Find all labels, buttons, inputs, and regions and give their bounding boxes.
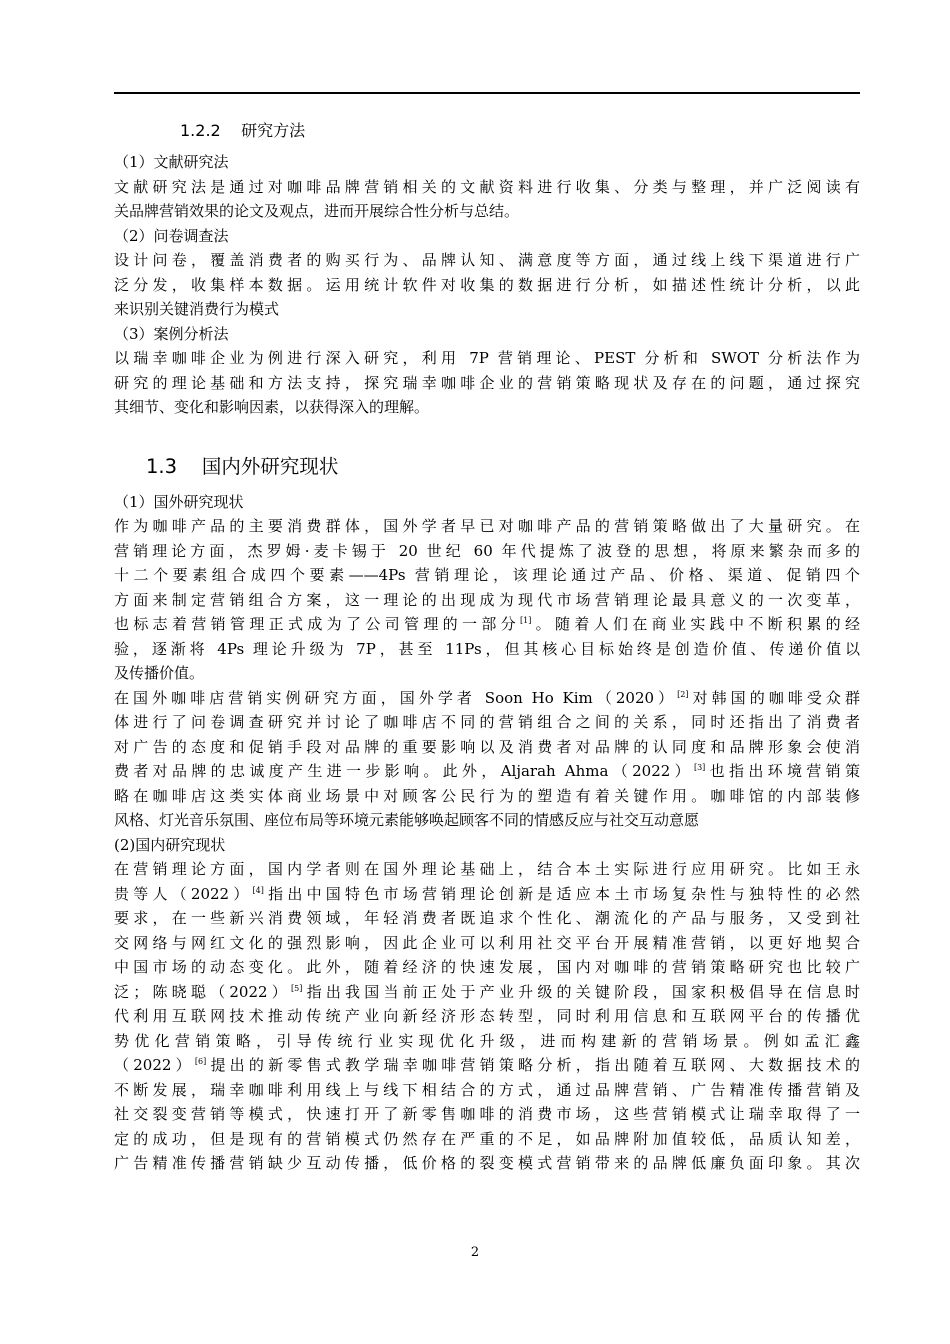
section-heading-1-2-2 — [180, 116, 860, 146]
method-paragraph-questionnaire — [114, 248, 860, 322]
text-line — [114, 1053, 860, 1078]
text-run: 指出中国特色市场营销理论创新是适应本土市场复杂性与独特性的必然 — [263, 884, 860, 903]
text-line: 十二个要素组合成四个要素——4Ps 营销理论，该理论通过产品、价格、渠道、促销四个 — [114, 566, 860, 584]
text-line: 代利用互联网技术推动传统产业向新经济形态转型，同时利用信息和互联网平台的传播优 — [114, 1007, 860, 1025]
text-line: 略在咖啡店这类实体商业场景中对顾客公民行为的塑造有着关键作用。咖啡馆的内部装修 — [114, 786, 860, 805]
foreign-research-heading: （1）国外研究现状 — [114, 492, 244, 511]
text-line — [114, 882, 860, 907]
text-line: 要求，在一些新兴消费领域，年轻消费者既追求个性化、潮流化的产品与服务，又受到社 — [114, 909, 860, 927]
text-run: 。随着人们在商业实践中不断积累的经 — [531, 615, 860, 633]
text-line: 来识别关键消费行为模式 — [114, 300, 280, 318]
method-paragraph-case-study — [114, 346, 860, 420]
text-line: 不断发展，瑞幸咖啡利用线上与线下相结合的方式，通过品牌营销、广告精准传播营销及 — [114, 1080, 860, 1099]
text-line: 关品牌营销效果的论文及观点，进而开展综合性分析与总结。 — [114, 202, 520, 220]
text-line: 文献研究法是通过对咖啡品牌营销相关的文献资料进行收集、分类与整理，并广泛阅读有 — [114, 177, 860, 196]
method-paragraph-literature — [114, 175, 860, 224]
text-line: 广告精准传播营销缺少互动传播，低价格的裂变模式营销带来的品牌低廉负面印象。其次 — [114, 1154, 860, 1172]
text-line: 社交裂变营销等模式，快速打开了新零售咖啡的消费市场，这些营销模式让瑞幸取得了一 — [114, 1105, 860, 1123]
text-run: 也标志着营销管理正式成为了公司管理的一部分 — [114, 615, 520, 633]
citation-4: [4] — [252, 885, 264, 895]
text-line: 验，逐渐将 4Ps 理论升级为 7P，甚至 11Ps，但其核心目标始终是创造价值、传递价值以 — [114, 639, 860, 658]
text-run: 费者对品牌的忠诚度产生进一步影响。此外，Aljarah Ahma（2022） — [114, 762, 694, 780]
text-run: 提出的新零售式教学瑞幸咖啡营销策略分析，指出随着互联网、大数据技术的 — [206, 1056, 860, 1074]
citation-3: [3] — [693, 763, 706, 772]
text-line: 及传播价值。 — [114, 664, 205, 682]
text-line: 营销理论方面，杰罗姆·麦卡锡于 20 世纪 60 年代提炼了波登的思想，将原来繁杂而多的 — [114, 541, 860, 560]
method-heading-literature: （1）文献研究法 — [114, 153, 229, 171]
text-line: 研究的理论基础和方法支持，探究瑞幸咖啡企业的营销策略现状及存在的问题，通过探究 — [114, 373, 860, 392]
citation-2: [2] — [677, 689, 689, 699]
section-heading-1-3 — [146, 450, 860, 484]
text-line: 其细节、变化和影响因素，以获得深入的理解。 — [114, 398, 430, 416]
text-run: 贵等人（2022） — [114, 884, 253, 903]
text-line: 风格、灯光音乐氛围、座位布局等环境元素能够唤起顾客不同的情感反应与社交互动意愿 — [114, 811, 700, 829]
page-body — [114, 116, 860, 1176]
citation-6: [6] — [194, 1057, 207, 1066]
text-line — [114, 980, 860, 1005]
text-line: 在营销理论方面，国内学者则在国外理论基础上，结合本土实际进行应用研究。比如王永 — [114, 860, 860, 878]
text-line: 中国市场的动态变化。此外，随着经济的快速发展，国内对咖啡的营销策略研究也比较广 — [114, 958, 860, 976]
text-run: 也指出环境营销策 — [705, 762, 860, 780]
text-line: 泛分发，收集样本数据。运用统计软件对收集的数据进行分析，如描述性统计分析，以此 — [114, 275, 860, 294]
text-line: 体进行了问卷调查研究并讨论了咖啡店不同的营销组合之间的关系，同时还指出了消费者 — [114, 713, 860, 731]
text-run: 指出我国当前正处于产业升级的关键阶段，国家积极倡导在信息时 — [302, 982, 860, 1001]
text-line: 定的成功，但是现有的营销模式仍然存在严重的不足，如品牌附加值较低，品质认知差， — [114, 1129, 860, 1148]
section-title: 国内外研究现状 — [201, 454, 339, 478]
text-run: （2022） — [114, 1056, 195, 1074]
page-number: 2 — [470, 1245, 480, 1260]
foreign-paragraph-cases — [114, 686, 860, 833]
foreign-paragraph-theory — [114, 514, 860, 686]
text-run: 对韩国的咖啡受众群 — [688, 688, 860, 707]
method-heading-questionnaire: （2）问卷调查法 — [114, 226, 229, 245]
section-number: 1.2.2 — [180, 121, 221, 140]
domestic-paragraph — [114, 857, 860, 1176]
text-run: 在国外咖啡店营销实例研究方面，国外学者 Soon Ho Kim（2020） — [114, 688, 678, 707]
section-number: 1.3 — [146, 454, 178, 478]
section-title: 研究方法 — [241, 121, 306, 140]
text-line — [114, 759, 860, 784]
text-line — [114, 612, 860, 637]
text-line: 对广告的态度和促销手段对品牌的重要影响以及消费者对品牌的认同度和品牌形象会使消 — [114, 737, 860, 756]
domestic-research-heading: (2)国内研究现状 — [114, 835, 226, 854]
text-line — [114, 686, 860, 711]
text-line: 作为咖啡产品的主要消费群体，国外学者早已对咖啡产品的营销策略做出了大量研究。在 — [114, 517, 860, 535]
text-line: 设计问卷，覆盖消费者的购买行为、品牌认知、满意度等方面，通过线上线下渠道进行广 — [114, 251, 860, 269]
method-heading-case-study: （3）案例分析法 — [114, 324, 229, 343]
text-run: 泛；陈晓聪（2022） — [114, 982, 292, 1001]
text-line: 以瑞幸咖啡企业为例进行深入研究，利用 7P 营销理论、PEST 分析和 SWOT 分析法作为 — [114, 349, 860, 367]
header-rule — [114, 92, 860, 94]
text-line: 交网络与网红文化的强烈影响，因此企业可以利用社交平台开展精准营销，以更好地契合 — [114, 933, 860, 952]
citation-5: [5] — [291, 983, 303, 993]
text-line: 势优化营销策略，引导传统行业实现优化升级，进而构建新的营销场景。例如孟汇鑫 — [114, 1031, 860, 1050]
text-line: 方面来制定营销组合方案，这一理论的出现成为现代市场营销理论最具意义的一次变革， — [114, 590, 860, 609]
citation-1: [1] — [519, 616, 532, 625]
